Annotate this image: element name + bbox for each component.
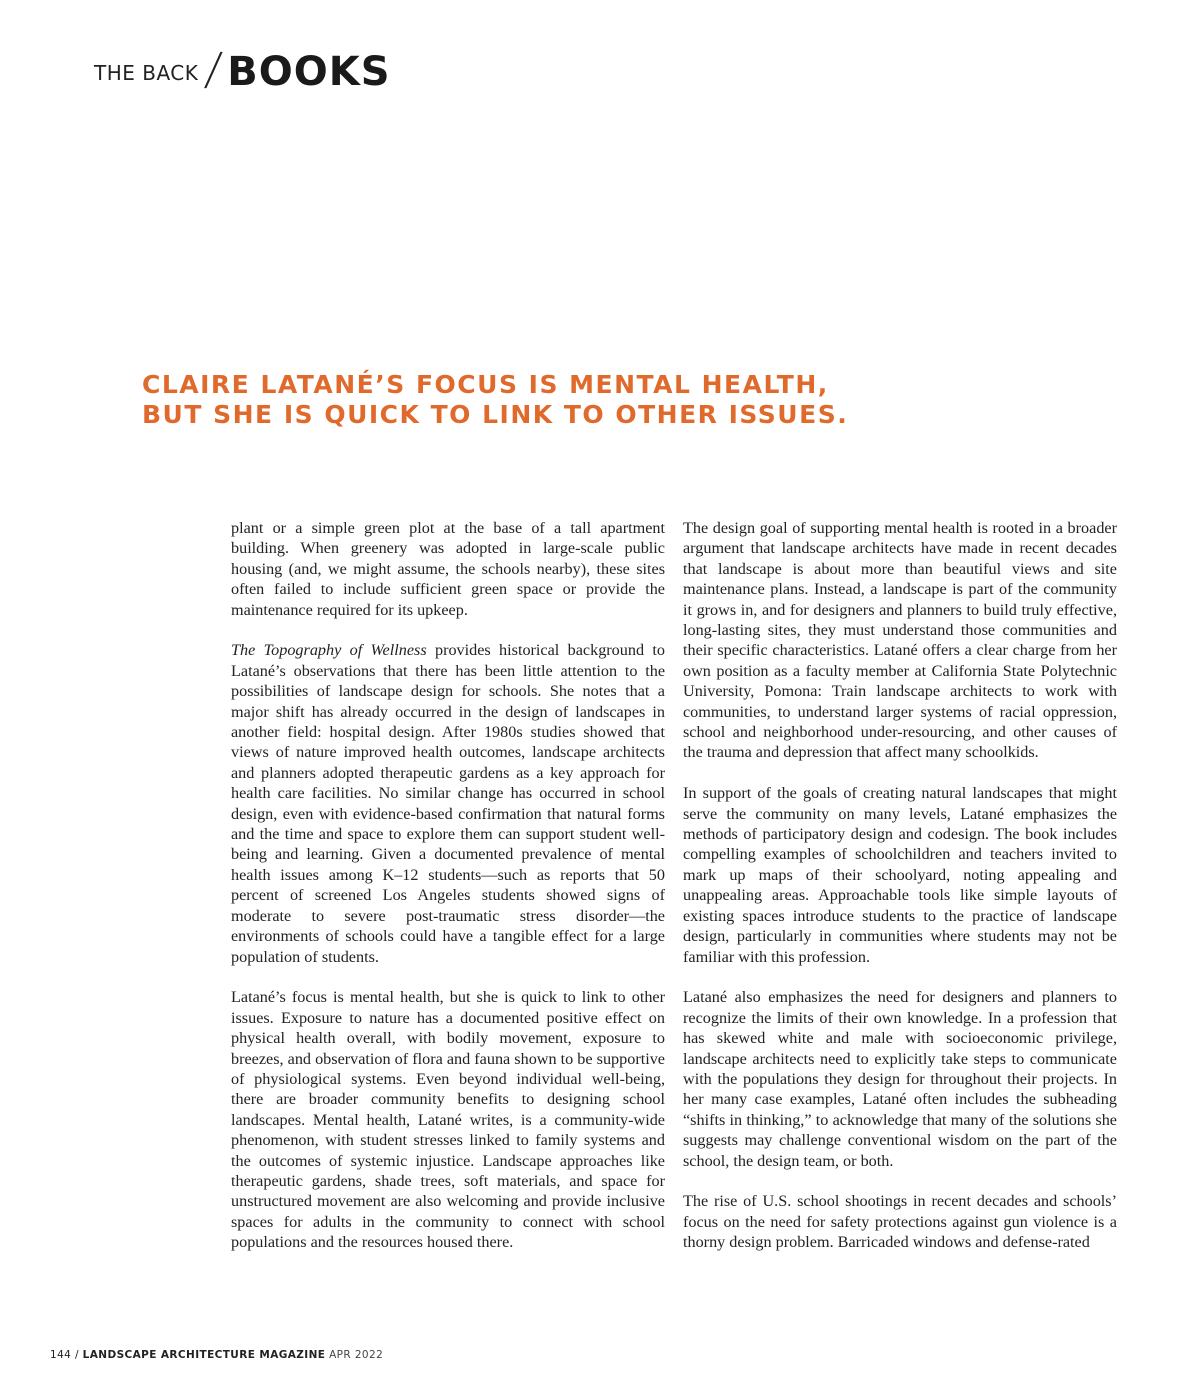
right-column (683, 518, 1117, 1253)
left-paragraph-2 (231, 640, 665, 967)
right-paragraph-4: The rise of U.S. school shootings in recent decades and schools’ focus on the need for safety protections against gun violence is a thorny design problem. Barricaded windows and defense-rated (683, 1192, 1117, 1252)
book-title: The Topography of Wellness (231, 641, 427, 660)
left-paragraph-2-text: provides historical background to Latané’s observations that there has been little attention to the possibilities of landscape design for schools. She notes that a major shift has already occurred in the design of landscapes in another field: hospital design. After 1980s studies showed that views of nature improved health outcomes, landscape architects and planners adopted therapeutic gardens as a key approach for health care facilities. No similar change has occurred in school design, even with evidence-based confirmation that natural forms and the time and space to explore them can support student well-being and learning. Given a documented prevalence of mental health issues among K–12 students—such as reports that 50 percent of screened Los Angeles students showed signs of moderate to severe post-traumatic stress disorder—the environments of schools could have a tangible effect for a large population of students. (231, 641, 665, 966)
left-column (231, 518, 665, 1253)
section-header (94, 44, 391, 95)
left-paragraph-3: Latané’s focus is mental health, but she is quick to link to other issues. Exposure to nature has a documented positive effect on physical health overall, with bodily movement, exposure to breezes, and observation of flora and fauna shown to be supportive of physiological systems. Even beyond individual well-being, there are broader community benefits to designing school landscapes. Mental health, Latané writes, is a community-wide phenomenon, with student stresses linked to family systems and the outcomes of systemic injustice. Landscape approaches like therapeutic gardens, shade trees, soft materials, and space for unstructured movement are also welcoming and provide inclusive spaces for adults in the community to connect with school populations and the resources housed there. (231, 988, 665, 1252)
page-number: 144 / (50, 1349, 83, 1361)
pull-quote-line-2: BUT SHE IS QUICK TO LINK TO OTHER ISSUES. (142, 400, 849, 429)
right-paragraph-1: The design goal of supporting mental health is rooted in a broader argument that landscape architects have made in recent decades that landscape is about more than beautiful views and site maintenance plans. Instead, a landscape is part of the community it grows in, and for designers and planners to build truly effective, long-lasting sites, they must understand those communities and their specific characteristics. Latané offers a clear charge from her own position as a faculty member at California State Polytechnic University, Pomona: Train landscape architects to work with communities, to understand larger systems of racial oppression, school and neighborhood under-resourcing, and other causes of the trauma and depression that affect many schoolkids. (683, 519, 1117, 762)
right-paragraph-2: In support of the goals of creating natural landscapes that might serve the community on many levels, Latané emphasizes the methods of participatory design and codesign. The book includes compelling examples of schoolchildren and teachers invited to mark up maps of their schoolyard, noting appealing and unappealing areas. Approachable tools like simple layouts of existing spaces introduce students to the practice of landscape design, particularly in communities where students may not be familiar with this profession. (683, 784, 1117, 966)
left-paragraph-1: plant or a simple green plot at the base of a tall apartment building. When greenery was adopted in large-scale public housing (and, we might assume, the schools nearby), these sites often failed to include sufficient green space or provide the maintenance required for its upkeep. (231, 519, 665, 619)
section-label-small: THE BACK (94, 61, 199, 85)
right-paragraph-3: Latané also emphasizes the need for designers and planners to recognize the limits of their own knowledge. In a profession that has skewed white and male with socioeconomic privilege, landscape architects need to explicitly take steps to communicate with the populations they design for throughout their projects. In her many case examples, Latané often includes the subheading “shifts in thinking,” to acknowledge that many of the solutions she suggests may challenge conventional wisdom on the part of the school, the design team, or both. (683, 988, 1117, 1170)
section-slash: / (202, 44, 225, 95)
pull-quote (142, 370, 1042, 430)
issue-date: APR 2022 (325, 1349, 384, 1361)
page-footer (50, 1349, 383, 1361)
publication-name: LANDSCAPE ARCHITECTURE MAGAZINE (82, 1349, 326, 1361)
section-label-big: BOOKS (227, 49, 391, 95)
pull-quote-line-1: CLAIRE LATANÉ’S FOCUS IS MENTAL HEALTH, (142, 370, 829, 399)
